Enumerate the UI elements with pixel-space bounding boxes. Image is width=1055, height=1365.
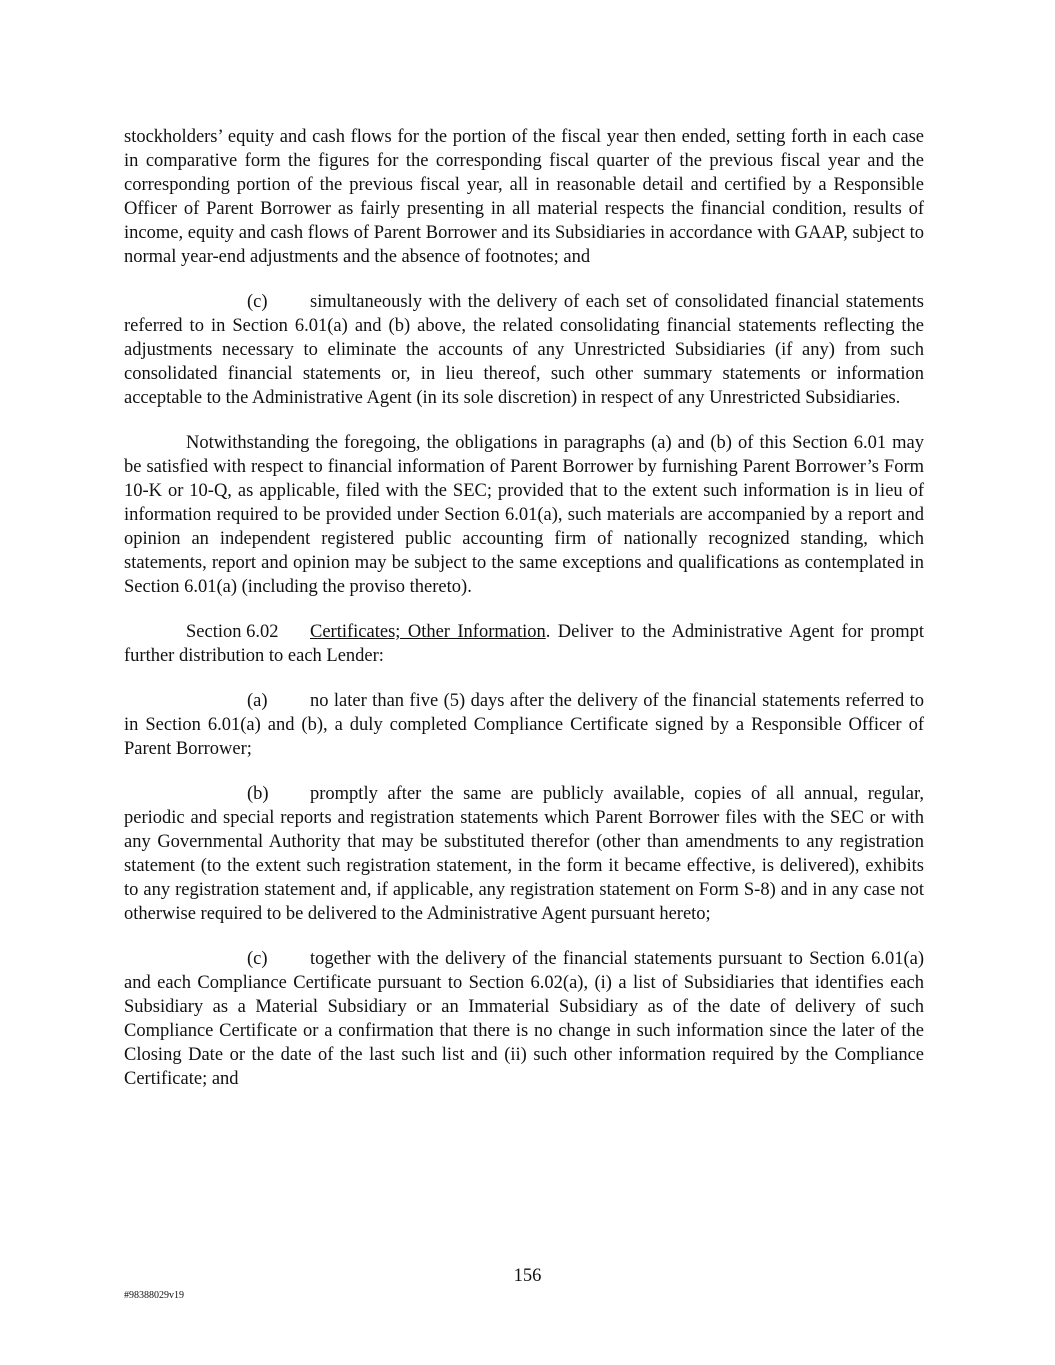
item-text: no later than five (5) days after the delivery of the financial statements referred to in Section 6.01(a) and (b), a duly completed Compliance Certificate signed by a Responsible Officer of Parent Borrower; <box>124 691 924 759</box>
item-text: simultaneously with the delivery of each set of consolidated financial statements referred to in Section 6.01(a) and (b) above, the related consolidating financial statements reflecting the adjustments necessary to eliminate the accounts of any Unrestricted Subsidiaries (if any) from such consolidated financial statements or, in lieu thereof, such other summary statements or information acceptable to the Administrative Agent (in its sole discretion) in respect of any Unrestricted Subsidiaries. <box>124 292 924 408</box>
paragraph-notwithstanding: Notwithstanding the foregoing, the obligations in paragraphs (a) and (b) of this Section 6.01 may be satisfied with respect to financial information of Parent Borrower by furnishing Parent Borrower’s Form 10-K or 10-Q, as applicable, filed with the SEC; provided that to the extent such information is in lieu of information required to be provided under Section 6.01(a), such materials are accompanied by a report and opinion an independent registered public accounting firm of nationally recognized standing, which statements, report and opinion may be subject to the same exceptions and qualifications as contemplated in Section 6.01(a) (including the proviso thereto). <box>124 433 924 597</box>
item-label: (c) <box>247 292 268 312</box>
item-text: promptly after the same are publicly available, copies of all annual, regular, periodic and special reports and registration statements which Parent Borrower files with the SEC or with any Governmental Authority that may be substituted therefor (other than amendments to any registration statement (to the extent such registration statement, in the form it became effective, is delivered), exhibits to any registration statement and, if applicable, any registration statement on Form S-8) and in any case not otherwise required to be delivered to the Administrative Agent pursuant hereto; <box>124 784 924 924</box>
item-text: together with the delivery of the financial statements pursuant to Section 6.01(a) and each Compliance Certificate pursuant to Section 6.02(a), (i) a list of Subsidiaries that identifies each Subsidiary as a Material Subsidiary or an Immaterial Subsidiary as of the date of delivery of such Compliance Certificate or a confirmation that there is no change in such information since the later of the Closing Date or the date of the last such list and (ii) such other information required by the Compliance Certificate; and <box>124 949 924 1089</box>
paragraph-a-compliance <box>124 689 924 761</box>
section-number: Section 6.02 <box>186 622 279 642</box>
paragraph-b-reports <box>124 782 924 926</box>
paragraph-c-consolidating <box>124 290 924 410</box>
item-label: (b) <box>247 784 269 804</box>
paragraph-c-subsidiaries <box>124 947 924 1091</box>
section-6-02-heading <box>124 620 924 668</box>
document-body <box>124 125 924 1112</box>
section-title: Certificates; Other Information <box>310 622 546 642</box>
item-label: (a) <box>247 691 268 711</box>
paragraph-continuation: stockholders’ equity and cash flows for the portion of the fiscal year then ended, setting forth in each case in comparative form the figures for the corresponding fiscal quarter of the previous fiscal year and the corresponding portion of the previous fiscal year, all in reasonable detail and certified by a Responsible Officer of Parent Borrower as fairly presenting in all material respects the financial condition, results of income, equity and cash flows of Parent Borrower and its Subsidiaries in accordance with GAAP, subject to normal year-end adjustments and the absence of footnotes; and <box>124 127 924 267</box>
section-text: . Deliver to the Administrative Agent for prompt further distribution to each Lender: <box>124 622 924 666</box>
item-label: (c) <box>247 949 268 969</box>
page-number: 156 <box>513 1266 542 1286</box>
document-id: #98388029v19 <box>124 1290 184 1301</box>
